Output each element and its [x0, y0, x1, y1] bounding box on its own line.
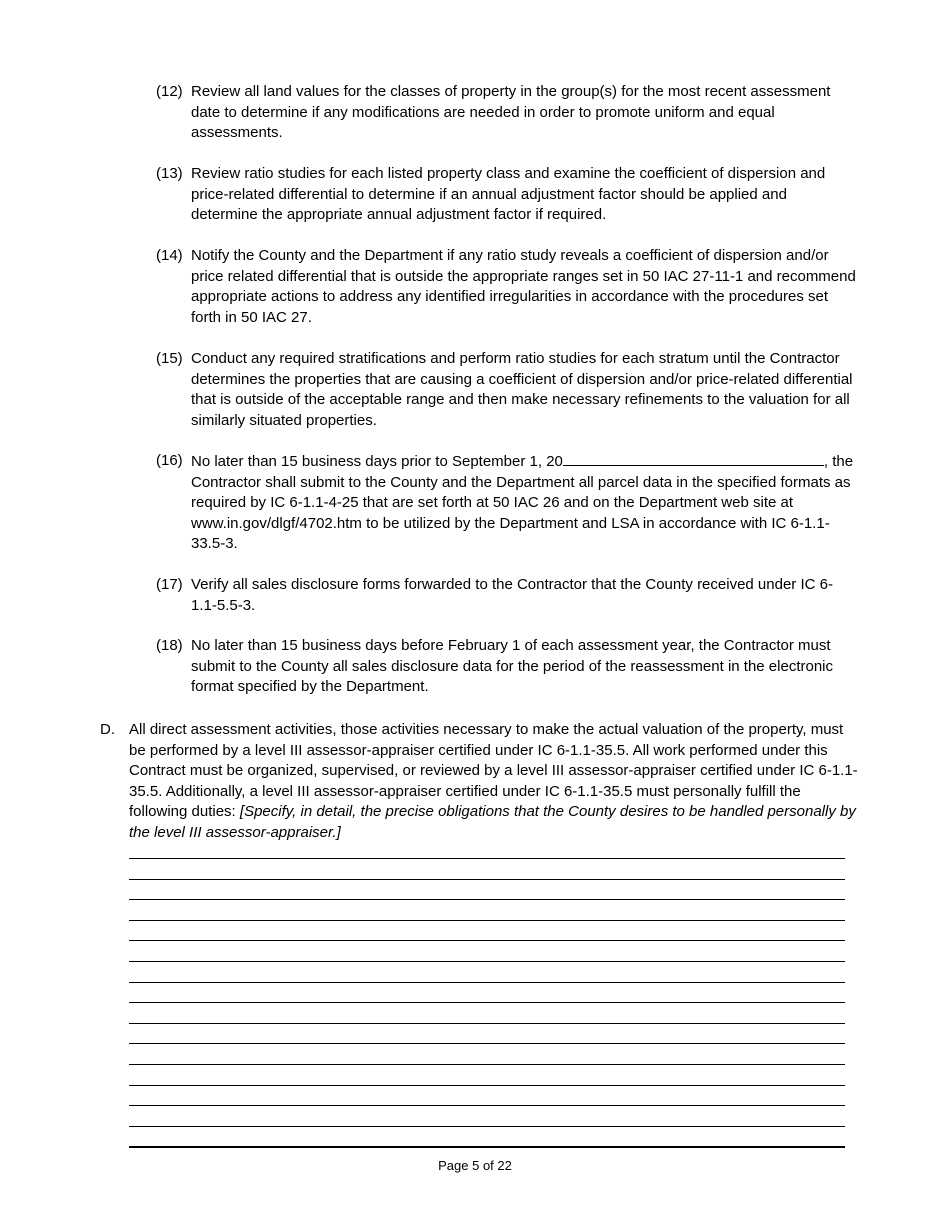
- item-number: (12): [156, 83, 183, 100]
- page-number: Page 5 of 22: [438, 1158, 512, 1173]
- item-text: Review ratio studies for each listed property class and examine the coefficient of dispersion and price-related differential to determine if an annual adjustment factor should be applied and determine the appropriate annual adjustment factor if required.: [191, 165, 826, 223]
- item-text-start: No later than 15 business days prior to September 1, 20: [191, 453, 563, 470]
- item-number: (13): [156, 165, 183, 182]
- section-letter: D.: [100, 721, 115, 738]
- item-number: (18): [156, 637, 183, 654]
- item-text-end: , the Contractor shall submit to the County and the Department all parcel data in the specified formats as required by IC 6-1.1-4-25 that are set forth at 50 IAC 26 and on the Department web site at www.in.gov/dlgf/4702.htm to be utilized by the Department and LSA in accordance with IC 6-1.1-33.5-3.: [191, 453, 854, 552]
- item-text: No later than 15 business days before February 1 of each assessment year, the Contractor must submit to the County all sales disclosure data for the period of the reassessment in the electronic format specified by the Department.: [191, 637, 834, 695]
- item-number: (14): [156, 247, 183, 264]
- section-d: [100, 720, 860, 843]
- section-d-instruction: [Specify, in detail, the precise obligations that the County desires to be handled personally by the level III assessor-appraiser.]: [129, 803, 856, 841]
- item-text: Verify all sales disclosure forms forwarded to the Contractor that the County received under IC 6-1.1-5.5-3.: [191, 576, 833, 614]
- section-text: [129, 720, 860, 843]
- list-item-15: [156, 349, 856, 431]
- blank-line[interactable]: [129, 1085, 845, 1106]
- list-item-14: [156, 246, 856, 328]
- blank-line[interactable]: [129, 982, 845, 1003]
- list-item-17: [156, 575, 856, 616]
- list-item-16: [156, 451, 856, 555]
- item-number: (15): [156, 350, 183, 367]
- blank-line[interactable]: [129, 961, 845, 982]
- blank-line[interactable]: [129, 1043, 845, 1064]
- blank-line[interactable]: [129, 899, 845, 920]
- item-text: Conduct any required stratifications and perform ratio studies for each stratum until the Contractor determines the properties that are causing a coefficient of dispersion and/or price-related differential that is outside of the acceptable range and then make necessary refinements to the valuation for all similarly situated properties.: [191, 350, 853, 429]
- blank-line[interactable]: [129, 879, 845, 900]
- blank-line[interactable]: [129, 1023, 845, 1044]
- blank-line[interactable]: [129, 940, 845, 961]
- blank-line[interactable]: [129, 1002, 845, 1023]
- list-item-13: [156, 164, 856, 226]
- blank-lines-area[interactable]: [129, 858, 845, 1148]
- item-number: (16): [156, 452, 183, 469]
- year-blank-field[interactable]: [563, 451, 824, 466]
- section-d-body: All direct assessment activities, those activities necessary to make the actual valuation of the property, must be performed by a level III assessor-appraiser certified under IC 6-1.1-35.5. All work performed under this Contract must be organized, supervised, or reviewed by a level III assessor-appraiser certified under IC 6-1.1-35.5. Additionally, a level III assessor-appraiser certified under IC 6-1.1-35.5 must personally fulfill the following duties:: [129, 721, 858, 820]
- blank-line[interactable]: [129, 920, 845, 941]
- blank-line[interactable]: [129, 1126, 845, 1147]
- item-number: (17): [156, 576, 183, 593]
- list-item-12: [156, 82, 856, 144]
- item-text: Notify the County and the Department if any ratio study reveals a coefficient of dispersion and/or price related differential that is outside the appropriate ranges set in 50 IAC 27-11-1 and recommend appropriate actions to address any identified irregularities in accordance with the procedures set forth in 50 IAC 27.: [191, 247, 856, 326]
- blank-line[interactable]: [129, 858, 845, 879]
- item-text: [191, 451, 856, 555]
- blank-line[interactable]: [129, 1105, 845, 1126]
- blank-line[interactable]: [129, 1064, 845, 1085]
- blank-line[interactable]: [129, 1146, 845, 1148]
- list-item-18: [156, 636, 856, 698]
- item-text: Review all land values for the classes of property in the group(s) for the most recent assessment date to determine if any modifications are needed in order to promote uniform and equal assessments.: [191, 83, 831, 141]
